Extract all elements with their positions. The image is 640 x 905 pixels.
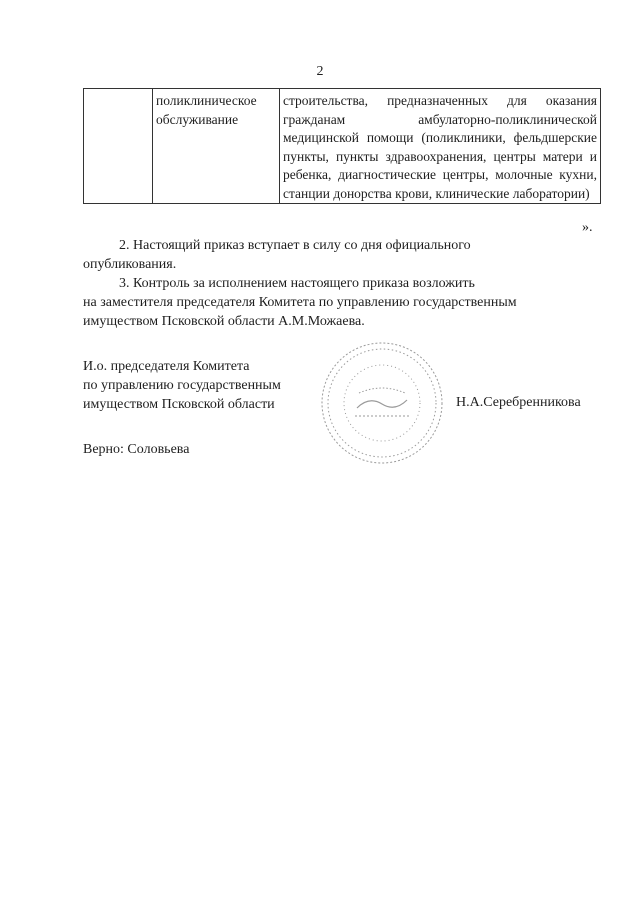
position-line: имуществом Псковской области	[83, 397, 275, 412]
signer-name: Н.А.Серебренникова	[456, 395, 581, 410]
paragraph-line: имуществом Псковской области А.М.Можаева.	[83, 314, 365, 329]
position-line: по управлению государственным	[83, 378, 281, 393]
position-line: И.о. председателя Комитета	[83, 359, 250, 374]
table-cell-activity-name	[153, 89, 280, 204]
table-cell-description: строительства, предназначенных для оказания гражданам амбулаторно-поликлинической медицинской помощи (поликлиники, фельдшерские пункты, пункты здравоохранения, центры матери и ребенка, диагностические центры, молочные кухни, станции донорства крови, клинические лаборатории)	[280, 89, 601, 204]
page-number: 2	[316, 64, 324, 79]
signatory-position	[83, 357, 281, 414]
activity-name-line: обслуживание	[156, 111, 239, 127]
paragraph-3	[83, 274, 601, 331]
paragraph-line: на заместителя председателя Комитета по управлению государственным	[83, 295, 517, 310]
paragraph-line: 3. Контроль за исполнением настоящего приказа возложить	[119, 276, 475, 291]
table-row	[84, 89, 601, 204]
official-seal-stamp	[317, 338, 447, 468]
table-cell-empty	[84, 89, 153, 204]
paragraph-line: 2. Настоящий приказ вступает в силу со дня официального	[119, 238, 471, 253]
activity-name-line: поликлиническое	[156, 93, 257, 108]
closing-quote: ».	[582, 220, 593, 235]
verified-by: Верно: Соловьева	[83, 442, 190, 457]
paragraph-2	[83, 236, 601, 274]
classification-table	[83, 88, 601, 204]
paragraph-line: опубликования.	[83, 257, 177, 272]
